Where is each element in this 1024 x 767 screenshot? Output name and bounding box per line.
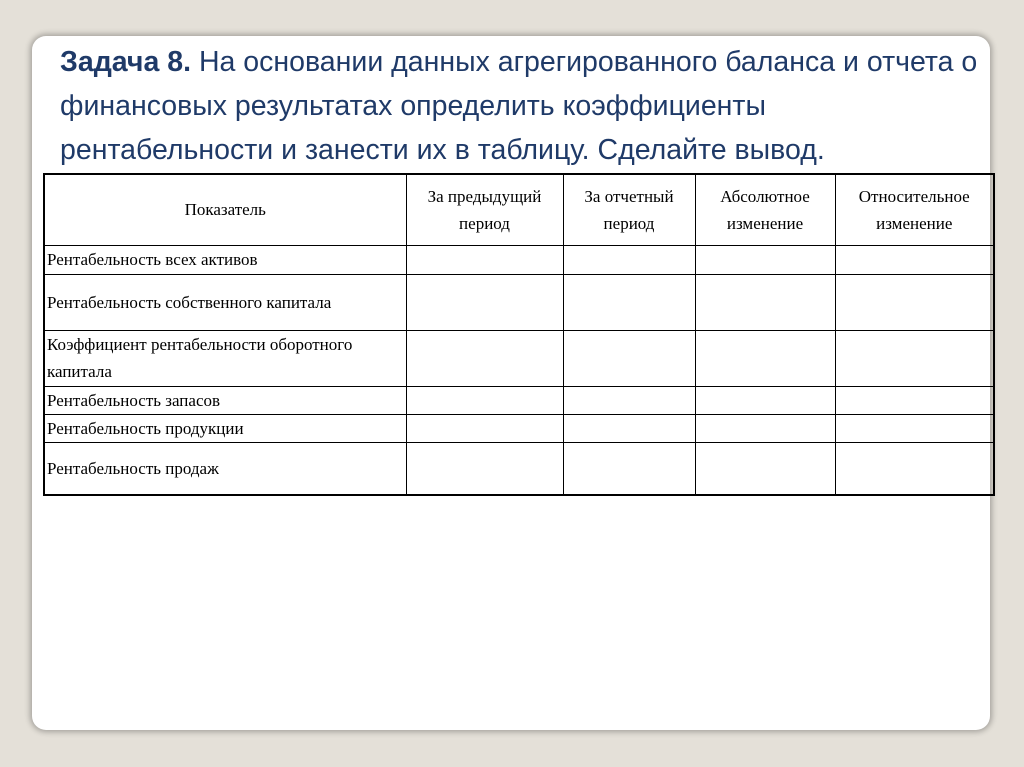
table-row: [44, 414, 994, 442]
row-label: Рентабельность собственного капитала: [44, 274, 406, 330]
table-cell: [695, 386, 835, 414]
row-label: Рентабельность продаж: [44, 442, 406, 495]
table-cell: [695, 274, 835, 330]
table-cell: [695, 330, 835, 386]
task-text: [60, 40, 980, 172]
task-title: Задача 8.: [60, 46, 192, 78]
header-previous-period: За предыдущий период: [406, 174, 563, 245]
slide: [32, 36, 990, 730]
row-label: Рентабельность запасов: [44, 386, 406, 414]
profitability-table: [43, 173, 995, 496]
table-cell: [835, 330, 994, 386]
table-cell: [695, 414, 835, 442]
table-cell: [406, 330, 563, 386]
table-row: [44, 330, 994, 386]
row-label: Коэффициент рентабельности оборотного капитала: [44, 330, 406, 386]
table-cell: [406, 245, 563, 274]
table-row: [44, 245, 994, 274]
table-cell: [835, 274, 994, 330]
table-cell: [563, 245, 695, 274]
table-cell: [835, 386, 994, 414]
table-cell: [406, 386, 563, 414]
table-row: [44, 442, 994, 495]
table-cell: [835, 414, 994, 442]
table-cell: [563, 386, 695, 414]
table-header-row: [44, 174, 994, 245]
table-cell: [406, 442, 563, 495]
header-indicator: Показатель: [44, 174, 406, 245]
task-description: На основании данных агрегированного баланса и отчета о финансовых результатах определить коэффициенты рентабельности и занести их в таблицу. Сделайте вывод.: [60, 46, 978, 166]
table-row: [44, 274, 994, 330]
table-cell: [563, 274, 695, 330]
header-current-period: За отчетный период: [563, 174, 695, 245]
table-cell: [563, 414, 695, 442]
row-label: Рентабельность всех активов: [44, 245, 406, 274]
table-cell: [835, 245, 994, 274]
header-absolute-change: Абсолютное изменение: [695, 174, 835, 245]
table-cell: [406, 274, 563, 330]
table-cell: [695, 442, 835, 495]
table-row: [44, 386, 994, 414]
table-cell: [406, 414, 563, 442]
table-cell: [835, 442, 994, 495]
table-cell: [563, 330, 695, 386]
row-label: Рентабельность продукции: [44, 414, 406, 442]
table-cell: [695, 245, 835, 274]
table-cell: [563, 442, 695, 495]
header-relative-change: Относительное изменение: [835, 174, 994, 245]
